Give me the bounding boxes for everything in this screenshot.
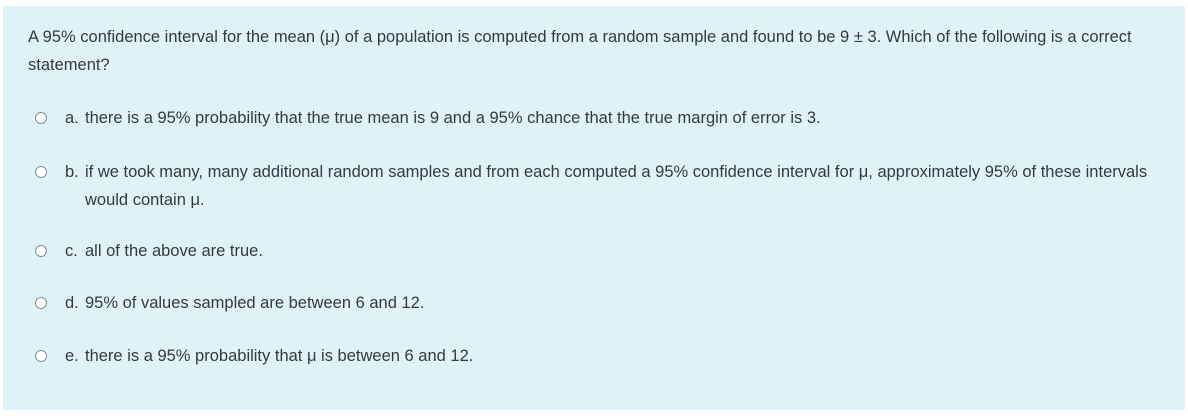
- radio-button-a[interactable]: [35, 112, 47, 124]
- option-label-c: all of the above are true.: [85, 242, 263, 260]
- option-label-b: if we took many, many additional random samples and from each computed a 95% confidence interval for μ, approximately 95% of these intervals would contain μ.: [85, 163, 1148, 209]
- answer-option-b[interactable]: [35, 158, 1155, 214]
- radio-button-b[interactable]: [35, 166, 47, 178]
- answer-option-a[interactable]: [35, 104, 1155, 132]
- question-text: A 95% confidence interval for the mean (μ) of a population is computed from a random sample and found to be 9 ± 3. Which of the following is a correct statement?: [28, 28, 1132, 74]
- option-letter-c: c.: [65, 242, 78, 260]
- option-letter-b: b.: [65, 163, 79, 181]
- option-letter-e: e.: [65, 347, 79, 365]
- answer-option-d[interactable]: [35, 289, 1155, 317]
- option-label-d: 95% of values sampled are between 6 and 12.: [85, 294, 425, 312]
- radio-button-c[interactable]: [35, 245, 47, 257]
- radio-button-e[interactable]: [35, 350, 47, 362]
- option-label-e: there is a 95% probability that μ is between 6 and 12.: [85, 347, 474, 365]
- option-letter-a: a.: [65, 109, 79, 127]
- question-card: [3, 6, 1185, 410]
- answer-option-c[interactable]: [35, 237, 1155, 265]
- answer-option-e[interactable]: [35, 342, 1155, 370]
- radio-button-d[interactable]: [35, 297, 47, 309]
- option-letter-d: d.: [65, 294, 79, 312]
- option-label-a: there is a 95% probability that the true mean is 9 and a 95% chance that the true margin of error is 3.: [85, 109, 821, 127]
